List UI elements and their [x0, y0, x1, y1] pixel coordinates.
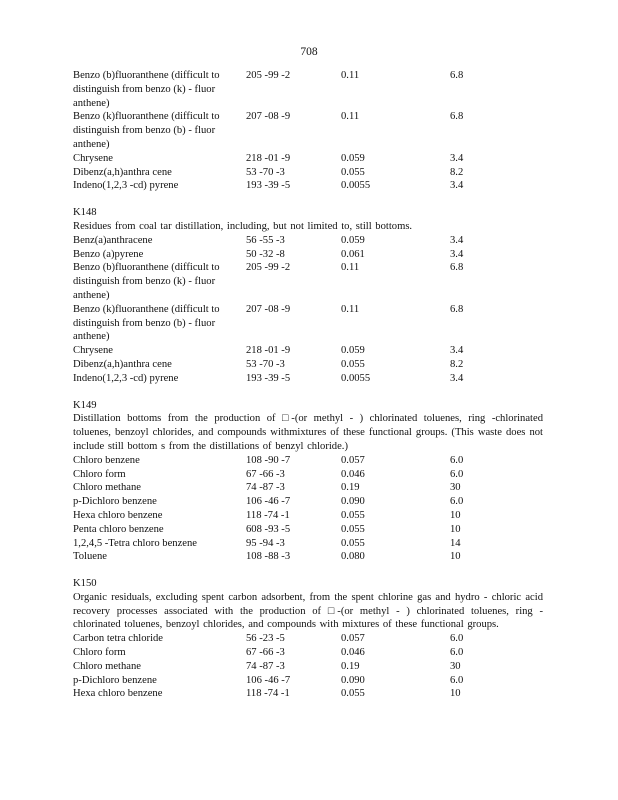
wastewater-concentration: 0.11 — [341, 303, 360, 315]
table-row — [73, 248, 543, 262]
table-row — [73, 303, 543, 344]
wastewater-concentration: 0.11 — [341, 111, 360, 123]
wastewater-concentration: 0.059 — [341, 152, 365, 164]
cas-number: 205 -99 -2 — [246, 262, 291, 274]
wastewater-concentration: 0.046 — [341, 468, 365, 480]
cas-number: 67 -66 -3 — [246, 647, 285, 659]
table-row — [73, 646, 543, 660]
waste-description: Residues from coal tar distillation, including, but not limited to, still bottoms. — [73, 220, 413, 232]
cas-number: 207 -08 -9 — [246, 303, 291, 315]
continued-table — [73, 69, 543, 193]
constituent-name: Benzo (b)fluoranthene (difficult to distinguish from benzo (k) - fluor anthene) — [73, 262, 220, 301]
cas-number: 50 -32 -8 — [246, 248, 285, 260]
waste-code-section — [73, 206, 543, 385]
constituent-name: Penta chloro benzene — [73, 523, 164, 535]
waste-code-section — [73, 399, 543, 565]
table-row — [73, 454, 543, 468]
wastewater-concentration: 0.055 — [341, 166, 365, 178]
nonwastewater-limit: 3.4 — [450, 234, 464, 246]
waste-code: K148 — [73, 207, 97, 219]
wastewater-concentration: 0.057 — [341, 633, 365, 645]
constituent-name: Carbon tetra chloride — [73, 633, 164, 645]
wastewater-concentration: 0.061 — [341, 248, 365, 260]
constituent-name: Benzo (b)fluoranthene (difficult to distinguish from benzo (k) - fluor anthene) — [73, 70, 220, 109]
waste-code: K149 — [73, 399, 97, 411]
constituent-name: Indeno(1,2,3 -cd) pyrene — [73, 180, 179, 192]
table-row — [73, 344, 543, 358]
wastewater-concentration: 0.090 — [341, 496, 365, 508]
table-row — [73, 261, 543, 302]
wastewater-concentration: 0.059 — [341, 234, 365, 246]
waste-description: Distillation bottoms from the production of □-(or methyl - ) chlorinated toluenes, ring -chlorinated toluenes, benzoyl chlorides, and compounds withmixtures of these functional groups. (This waste does not include still bottom s from the distillations of benzyl chloride.) — [73, 413, 543, 452]
nonwastewater-limit: 6.8 — [450, 262, 464, 274]
constituent-name: Chloro methane — [73, 660, 141, 672]
constituent-name: Chrysene — [73, 345, 114, 357]
table-row — [73, 166, 543, 180]
table-row — [73, 179, 543, 193]
cas-number: 218 -01 -9 — [246, 152, 291, 164]
table-row — [73, 660, 543, 674]
wastewater-concentration: 0.11 — [341, 70, 360, 81]
wastewater-concentration: 0.055 — [341, 523, 365, 535]
table-row — [73, 537, 543, 551]
nonwastewater-limit: 6.8 — [450, 70, 464, 81]
nonwastewater-limit: 14 — [450, 537, 461, 549]
table-row — [73, 234, 543, 248]
cas-number: 218 -01 -9 — [246, 345, 291, 357]
wastewater-concentration: 0.055 — [341, 688, 365, 700]
waste-code-section — [73, 577, 543, 701]
cas-number: 193 -39 -5 — [246, 180, 291, 192]
nonwastewater-limit: 6.0 — [450, 454, 464, 466]
constituent-name: Chloro form — [73, 468, 126, 480]
constituent-name: p-Dichloro benzene — [73, 674, 157, 686]
table-row — [73, 358, 543, 372]
table-row — [73, 550, 543, 564]
wastewater-concentration: 0.11 — [341, 262, 360, 274]
waste-description: Organic residuals, excluding spent carbon adsorbent, from the spent chlorine gas and hydro - chloric acid recovery processes associated with the production of □-(or methyl - ) chlorinated toluenes, ring -chlorinated toluenes, benzoyl chlorides, and compounds with mixtures of these functional groups. — [73, 591, 543, 631]
nonwastewater-limit: 6.8 — [450, 303, 464, 315]
wastewater-concentration: 0.055 — [341, 509, 365, 521]
table-row — [73, 468, 543, 482]
document-body — [73, 69, 543, 701]
cas-number: 95 -94 -3 — [246, 537, 285, 549]
wastewater-concentration: 0.057 — [341, 454, 365, 466]
cas-number: 53 -70 -3 — [246, 358, 285, 370]
nonwastewater-limit: 6.0 — [450, 647, 464, 659]
nonwastewater-limit: 3.4 — [450, 372, 464, 384]
nonwastewater-limit: 6.0 — [450, 496, 464, 508]
constituent-name: Chrysene — [73, 152, 114, 164]
wastewater-concentration: 0.090 — [341, 674, 365, 686]
table-row — [73, 509, 543, 523]
nonwastewater-limit: 8.2 — [450, 166, 464, 178]
nonwastewater-limit: 8.2 — [450, 358, 464, 370]
table-row — [73, 523, 543, 537]
nonwastewater-limit: 10 — [450, 509, 461, 521]
constituent-name: Indeno(1,2,3 -cd) pyrene — [73, 372, 179, 384]
nonwastewater-limit: 30 — [450, 660, 461, 672]
table-row — [73, 481, 543, 495]
nonwastewater-limit: 10 — [450, 523, 461, 535]
constituent-name: Chloro benzene — [73, 454, 140, 466]
nonwastewater-limit: 3.4 — [450, 180, 464, 192]
cas-number: 67 -66 -3 — [246, 468, 285, 480]
wastewater-concentration: 0.059 — [341, 345, 365, 357]
constituent-name: Toluene — [73, 551, 107, 563]
cas-number: 74 -87 -3 — [246, 482, 285, 494]
cas-number: 56 -23 -5 — [246, 633, 285, 645]
cas-number: 207 -08 -9 — [246, 111, 291, 123]
wastewater-concentration: 0.19 — [341, 482, 360, 494]
wastewater-concentration: 0.080 — [341, 551, 365, 563]
page-number: 708 — [300, 46, 318, 58]
nonwastewater-limit: 3.4 — [450, 152, 464, 164]
constituent-name: Benzo (a)pyrene — [73, 248, 144, 260]
cas-number: 74 -87 -3 — [246, 660, 285, 672]
table-row — [73, 495, 543, 509]
cas-number: 108 -88 -3 — [246, 551, 291, 563]
wastewater-concentration: 0.19 — [341, 660, 360, 672]
nonwastewater-limit: 6.0 — [450, 633, 464, 645]
constituent-name: p-Dichloro benzene — [73, 496, 157, 508]
table-row — [73, 69, 543, 110]
cas-number: 118 -74 -1 — [246, 688, 290, 700]
constituent-name: Benzo (k)fluoranthene (difficult to distinguish from benzo (b) - fluor anthene) — [73, 111, 220, 150]
constituent-name: Dibenz(a,h)anthra cene — [73, 358, 172, 370]
table-row — [73, 632, 543, 646]
constituent-name: Chloro form — [73, 647, 126, 659]
table-row — [73, 674, 543, 688]
nonwastewater-limit: 6.8 — [450, 111, 464, 123]
nonwastewater-limit: 10 — [450, 688, 461, 700]
cas-number: 56 -55 -3 — [246, 234, 285, 246]
nonwastewater-limit: 3.4 — [450, 345, 464, 357]
wastewater-concentration: 0.0055 — [341, 180, 371, 192]
cas-number: 608 -93 -5 — [246, 523, 291, 535]
cas-number: 108 -90 -7 — [246, 454, 291, 466]
nonwastewater-limit: 6.0 — [450, 468, 464, 480]
wastewater-concentration: 0.046 — [341, 647, 365, 659]
constituent-name: Benzo (k)fluoranthene (difficult to distinguish from benzo (b) - fluor anthene) — [73, 303, 220, 343]
table-row — [73, 152, 543, 166]
waste-code: K150 — [73, 578, 97, 590]
nonwastewater-limit: 3.4 — [450, 248, 464, 260]
nonwastewater-limit: 6.0 — [450, 674, 464, 686]
nonwastewater-limit: 10 — [450, 551, 461, 563]
constituent-name: Hexa chloro benzene — [73, 509, 163, 521]
constituent-name: Benz(a)anthracene — [73, 234, 153, 246]
nonwastewater-limit: 30 — [450, 482, 461, 494]
cas-number: 53 -70 -3 — [246, 166, 285, 178]
table-row — [73, 687, 543, 701]
table-row — [73, 372, 543, 386]
cas-number: 205 -99 -2 — [246, 70, 291, 81]
cas-number: 106 -46 -7 — [246, 674, 291, 686]
wastewater-concentration: 0.055 — [341, 537, 365, 549]
cas-number: 193 -39 -5 — [246, 372, 291, 384]
constituent-name: 1,2,4,5 -Tetra chloro benzene — [73, 537, 197, 549]
constituent-name: Dibenz(a,h)anthra cene — [73, 166, 172, 178]
constituent-name: Hexa chloro benzene — [73, 688, 163, 700]
cas-number: 106 -46 -7 — [246, 496, 291, 508]
cas-number: 118 -74 -1 — [246, 509, 290, 521]
constituent-name: Chloro methane — [73, 482, 141, 494]
wastewater-concentration: 0.055 — [341, 358, 365, 370]
wastewater-concentration: 0.0055 — [341, 372, 371, 384]
table-row — [73, 110, 543, 151]
